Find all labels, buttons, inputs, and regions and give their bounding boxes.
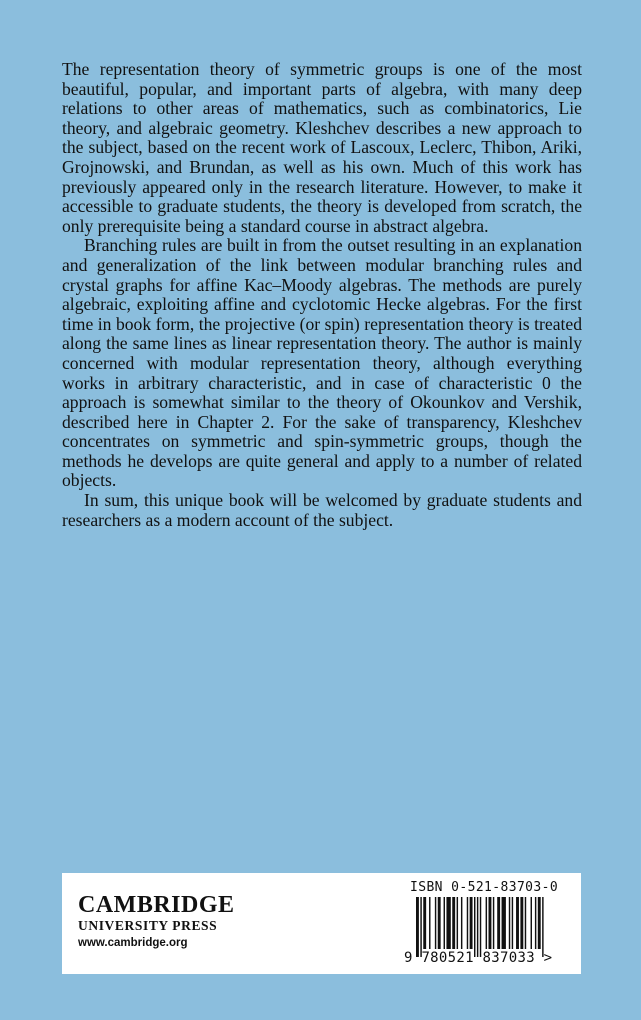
barcode-bar — [486, 897, 487, 949]
publisher-logo — [78, 893, 235, 951]
blurb-paragraph-2: Branching rules are built in from the outset resulting in an explanation and generalization of the link between modular branching rules and crystal graphs for affine Kac–Moody algebras. The methods are purely algebraic, exploiting affine and cyclotomic Hecke algebras. For the first time in book form, the projective (or spin) representation theory is treated along the same lines as linear representation theory. The author is mainly concerned with modular representation theory, although everything works in arbitrary characteristic, and in case of characteristic 0 the approach is somewhat similar to the theory of Okounkov and Vershik, described here in Chapter 2. For the sake of transparency, Kleshchev concentrates on symmetric and spin-symmetric groups, though the methods he develops are quite general and apply to a number of related objects. — [62, 235, 582, 491]
blurb-paragraph-3: In sum, this unique book will be welcomed by graduate students and researchers as a modern account of the subject. — [62, 490, 582, 530]
ean-digits: 9 780521 837033 > — [404, 950, 553, 966]
back-cover-blurb — [62, 60, 582, 530]
barcode-bar — [467, 897, 468, 949]
barcode-bar — [489, 897, 492, 949]
barcode-bar — [452, 897, 455, 949]
barcode-bar — [416, 897, 419, 957]
blurb-paragraph-1: The representation theory of symmetric groups is one of the most beautiful, popular, and important parts of algebra, with many deep relations to other areas of mathematics, such as combinatorics, Lie theory, and algebraic geometry. Kleshchev describes a new approach to the subject, based on the recent work of Lascoux, Leclerc, Thibon, Ariki, Grojnowski, and Brundan, as well as his own. Much of this work has previously appeared only in the research literature. However, to make it accessible to graduate students, the theory is developed from scratch, the only prerequisite being a standard course in abstract algebra. — [62, 59, 582, 236]
barcode-bar — [535, 897, 536, 949]
publisher-url: www.cambridge.org — [78, 937, 188, 949]
barcode-bar — [525, 897, 526, 949]
barcode-bar — [474, 897, 475, 957]
barcode-bar — [429, 897, 430, 949]
barcode-bar — [438, 897, 441, 949]
barcode-bar — [420, 897, 421, 957]
barcode-bar — [457, 897, 458, 949]
barcode-bar — [516, 897, 519, 949]
barcode-bar — [520, 897, 523, 949]
barcode-bar — [435, 897, 436, 949]
barcode-bar — [493, 897, 494, 949]
barcode-bar — [531, 897, 532, 949]
barcode-bar — [444, 897, 445, 949]
barcode-bar — [497, 897, 500, 949]
barcode-bar — [461, 897, 462, 949]
barcode-bar — [446, 897, 450, 949]
isbn-barcode — [406, 881, 570, 969]
barcode-bar — [470, 897, 473, 949]
publisher-footer-panel — [62, 873, 581, 974]
publisher-subtitle: UNIVERSITY PRESS — [78, 918, 218, 933]
barcode-bars-icon — [406, 897, 570, 957]
barcode-bar — [477, 897, 478, 957]
barcode-bar — [512, 897, 513, 949]
barcode-bar — [423, 897, 426, 949]
barcode-bar — [542, 897, 543, 957]
barcode-bar — [509, 897, 510, 949]
isbn-label: ISBN 0-521-83703-0 — [410, 880, 559, 895]
publisher-name: CAMBRIDGE — [78, 892, 235, 918]
barcode-bar — [538, 897, 541, 949]
barcode-bar — [502, 897, 506, 949]
barcode-bar — [480, 897, 481, 957]
